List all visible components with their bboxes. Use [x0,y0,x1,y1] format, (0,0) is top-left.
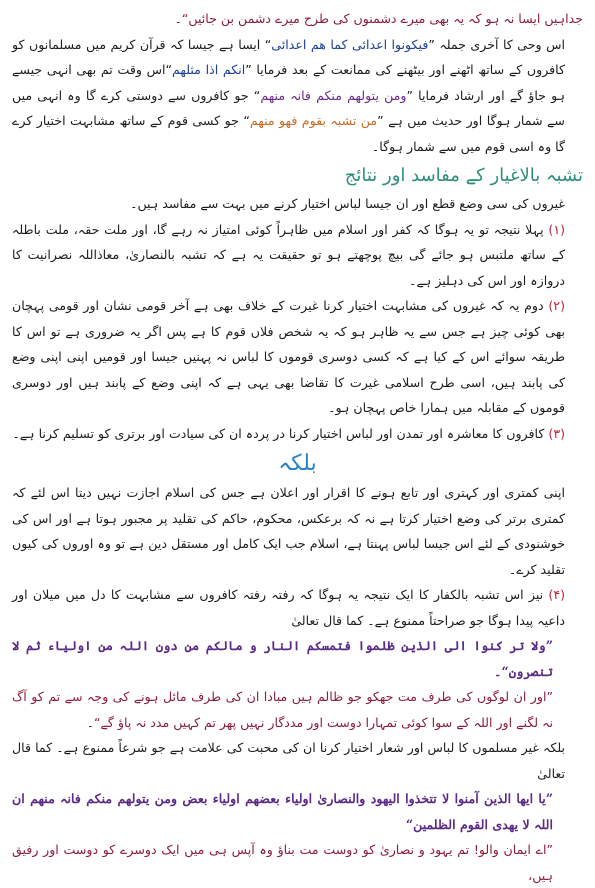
arabic-phrase-1: فیکونوا اعدائی کما ھم اعدائی [271,36,429,52]
point-4-text: نیز اس تشبہ بالکفار کا ایک نتیجہ یہ ہوگا کہ رفتہ رفتہ کافروں سے مشابہت کا دل میں میلان اور داعیہ پیدا ہوگا جو صراحتاً ممنوع ہے۔ کما قال تعالیٰ [12,587,565,628]
point-3 [12,421,583,447]
quran-verse-1: ”ولا تر کنوا الی الذین ظلموا فتمسکم النار و مالکم من دون اللہ من اولیاء ثم لا تنصرون“۔ [12,638,553,679]
point-2 [12,293,583,421]
quran-verse-2: ”یا ایھا الذین آمنوا لا تتخذوا الیھود والنصاریٰ اولیاء بعضھم اولیاء بعض ومن یتولھم منکم فانہ منھم ان اللہ لا یھدی القوم الظلمین“ [12,791,553,832]
point-2-text: دوم یہ کہ غیروں کی مشابہت اختیار کرنا غیرت کے خلاف بھی ہے آخر قومی نشان اور قومی پہچان بھی کوئی چیز ہے جس سے یہ ظاہر ہو کہ یہ شخص فلاں قوم کا ہے پس اگر یہ ضروری ہے تو اس کا طریقہ سوائے اس کے کیا ہے کہ کسی دوسری قوموں کا لباس نہ پہنیں جیسا اور قومیں اپنی اپنی وضع کی پابند ہیں، اسی طرح اسلامی غیرت کا تقاضا بھی یہی ہے کہ اپنی وضع کے پابند ہیں اور دوسری قوموں کے مقابلہ میں ہمارا خاص پہچان ہو۔ [12,298,565,415]
point-1 [12,217,583,294]
translation-2: ”اے ایمان والو! تم یہود و نصاریٰ کو دوست مت بناؤ وہ آپس ہی میں ایک دوسرے کو دوست اور رفیق ہیں، [12,842,553,883]
intro-quote: جداہیں ایسا نہ ہو کہ یہ بھی میرے دشمنوں کی طرح میرے دشمن بن جائیں“۔ [174,11,583,26]
point-4 [12,582,583,633]
point-3-text: کافروں کا معاشرہ اور تمدن اور لباس اختیار کرنا در پردہ ان کی سیادت اور برتری کو تسلیم کرنا ہے۔ [12,425,545,441]
section-heading-harms: تشبہ بالاغیار کے مفاسد اور نتائج [344,165,583,186]
point-4-number: (۴) [548,587,565,602]
harms-intro: غیروں کی سی وضع قطع اور ان جیسا لباس اختیار کرنے میں بہت سے مفاسد ہیں۔ [130,196,565,211]
point-1-text: پہلا نتیجہ تو یہ ہوگا کہ کفر اور اسلام میں ظاہراً کوئی امتیاز نہ رہے گا، اور ملت حقہ، ملت باطلہ کے ساتھ ملتبس ہو جائے گی بیچ پوچھتے ہو تو حقیقت یہ ہے کہ تشبہ بالنصاریٰ، معاذاللہ نصرانیت کا دروازہ اور اس کی دہلیز ہے۔ [12,221,565,288]
verse-text-e: “ جو کسی قوم کے ساتھ مشابہت اختیار کرے گا وہ اسی قوم میں سے شمار ہوگا۔ [12,113,565,154]
arabic-phrase-3: ومن یتولھم منکم فانہ منھم [260,87,407,103]
point-2-number: (۲) [548,298,565,313]
point-1-number: (۱) [548,221,565,237]
balke-paragraph: اپنی کمتری اور کہتری اور تابع ہونے کا اقرار اور اعلان ہے جس کی اسلام اجازت نہیں دیتا اس لئے کہ کمتری برتر کی وضع اختیار کرتا ہے نہ کہ برعکس، محکوم، حاکم کی تقلید پر مجبور ہوتا ہے اور اس کی خوشنودی کے لئے اس جیسا لباس پہنتا ہے، اسلام جب ایک کامل اور مستقل دین ہے تو وہ اوروں کی کیوں تقلید کرے۔ [12,485,565,577]
arabic-phrase-2: انکم اذا مثلھم [172,62,246,77]
verse-paragraph [12,32,583,160]
verse-text-c: “اس وقت تم بھی انہی جیسے ہو جاؤ گے اور ارشاد فرمایا ” [12,62,565,103]
arabic-phrase-4: من تشبہ بقوم فھو منھم [249,113,378,128]
ayah-2-intro: بلکہ غیر مسلموں کا لباس اور شعار اختیار کرنا ان کی محبت کی علامت ہے جو شرعاً ممنوع ہے۔ کما قال تعالیٰ [12,740,565,781]
point-3-number: (۳) [548,425,565,441]
verse-text-b: “ ایسا ہے جیسا کہ قرآن کریم میں مسلمانوں کو کافروں کے ساتھ اٹھنے اور بیٹھنے کی ممانعت کے بعد فرمایا ” [12,36,566,77]
verse-text-a: اس وحی کا آخری جملہ ” [428,36,565,52]
verse-text-d: “ جو کافروں سے دوستی کرے گا وہ انہی میں سے شمار ہوگا اور حدیث میں ہے ” [12,87,565,128]
section-heading-balke: بلکہ [278,451,317,476]
translation-1: ”اور ان لوگوں کی طرف مت جھکو جو ظالم ہیں مبادا ان کی طرف مائل ہونے کی وجہ سے تم کو آگ نہ لگنے اور اللہ کے سوا کوئی تمہارا دوست اور مددگار نہیں پھر تم کہیں مدد نہ پاؤ گے“۔ [12,689,553,730]
